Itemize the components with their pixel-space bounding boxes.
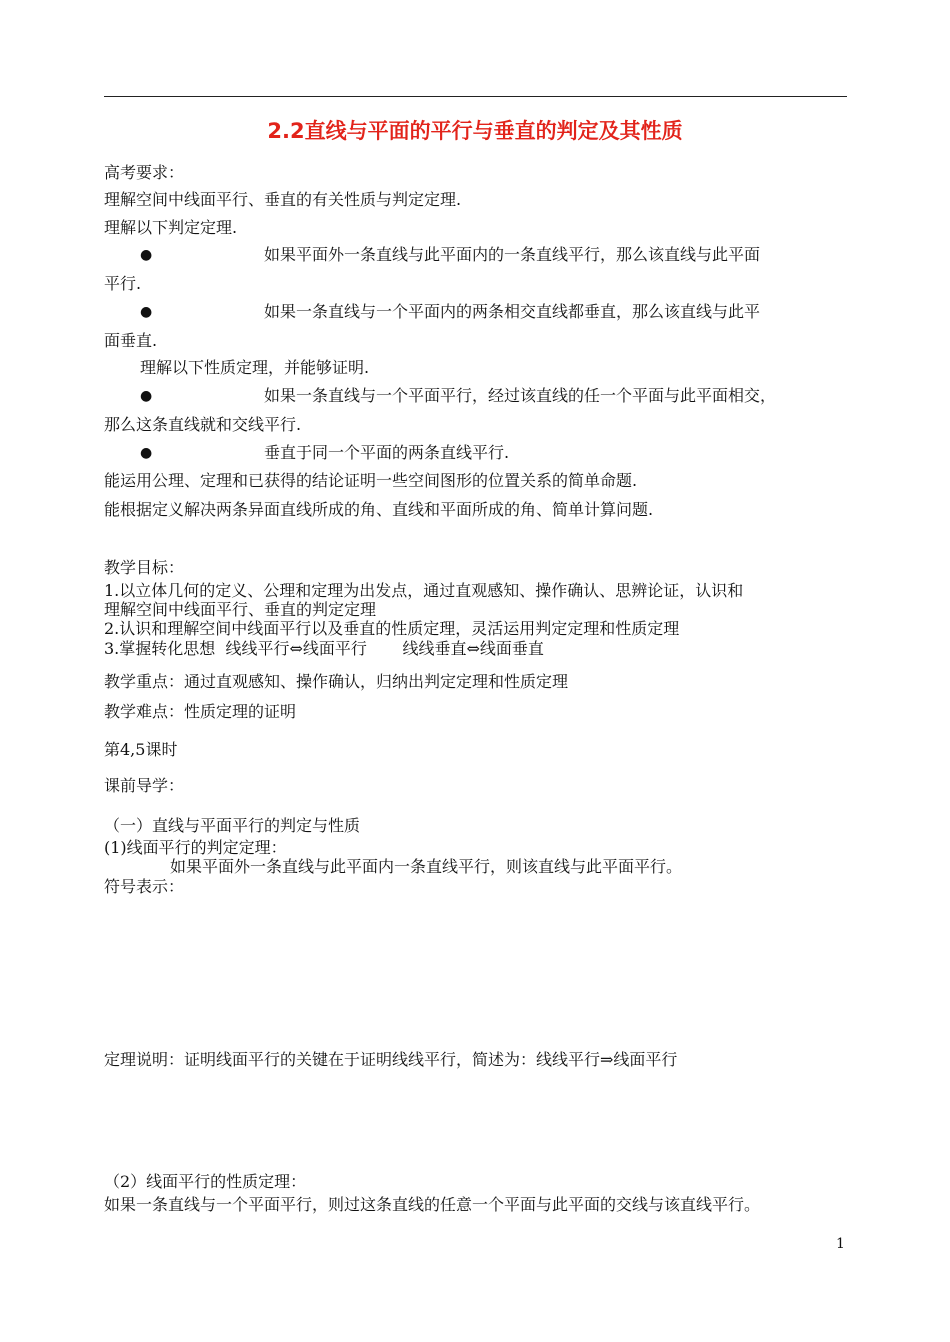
bullet-text: 垂直于同一个平面的两条直线平行. (264, 443, 510, 462)
bullet-text: 如果一条直线与一个平面平行，经过该直线的任一个平面与此平面相交， (264, 386, 777, 405)
theorem-text: 如果平面外一条直线与此平面内一条直线平行，则该直线与此平面平行。 (170, 857, 683, 876)
bullet-icon: ● (140, 304, 153, 320)
page-title: 2.2直线与平面的平行与垂直的判定及其性质 (267, 119, 683, 143)
bullet-icon: ● (140, 247, 153, 263)
theorem-explanation: 定理说明：证明线面平行的关键在于证明线线平行，简述为：线线平行⇒线面平行 (104, 1050, 678, 1069)
requirement-line: 能根据定义解决两条异面直线所成的角、直线和平面所成的角、简单计算问题. (104, 500, 654, 519)
requirements-heading: 高考要求： (104, 163, 185, 182)
page-number: 1 (836, 1236, 845, 1252)
lesson-number: 第4,5课时 (104, 740, 178, 759)
bullet-text: 如果平面外一条直线与此平面内的一条直线平行，那么该直线与此平面 (264, 245, 761, 264)
bullet-icon: ● (140, 445, 153, 461)
subsection-heading: （2）线面平行的性质定理： (104, 1172, 307, 1191)
requirement-line: 理解空间中线面平行、垂直的有关性质与判定定理. (104, 190, 462, 209)
theorem-text: 如果一条直线与一个平面平行，则过这条直线的任意一个平面与此平面的交线与该直线平行。 (104, 1195, 761, 1214)
goal-line: 3.掌握转化思想 线线平行⇔线面平行 线线垂直⇔线面垂直 (104, 639, 544, 658)
key-point: 教学重点：通过直观感知、操作确认，归纳出判定定理和性质定理 (104, 672, 569, 691)
difficulty: 教学难点：性质定理的证明 (104, 702, 297, 721)
requirement-line: 理解以下性质定理，并能够证明. (140, 358, 370, 377)
bullet-text-cont: 那么这条直线就和交线平行. (104, 415, 302, 434)
goal-line: 1.以立体几何的定义、公理和定理为出发点，通过直观感知、操作确认、思辨论证，认识和 (104, 581, 744, 600)
goal-line: 2.认识和理解空间中线面平行以及垂直的性质定理，灵活运用判定定理和性质定理 (104, 619, 680, 638)
symbol-label: 符号表示： (104, 877, 185, 896)
preview-heading: 课前导学： (104, 776, 185, 795)
goals-heading: 教学目标： (104, 558, 185, 577)
subsection-heading: (1)线面平行的判定定理： (104, 838, 287, 857)
bullet-text-cont: 面垂直. (104, 331, 158, 350)
section-heading: （一）直线与平面平行的判定与性质 (104, 816, 361, 835)
bullet-text-cont: 平行. (104, 274, 142, 293)
bullet-icon: ● (140, 388, 153, 404)
bullet-text: 如果一条直线与一个平面内的两条相交直线都垂直，那么该直线与此平 (264, 302, 761, 321)
requirement-line: 理解以下判定定理. (104, 218, 238, 237)
requirement-line: 能运用公理、定理和已获得的结论证明一些空间图形的位置关系的简单命题. (104, 471, 638, 490)
header-rule (104, 96, 847, 97)
goal-line: 理解空间中线面平行、垂直的判定定理 (104, 600, 377, 619)
